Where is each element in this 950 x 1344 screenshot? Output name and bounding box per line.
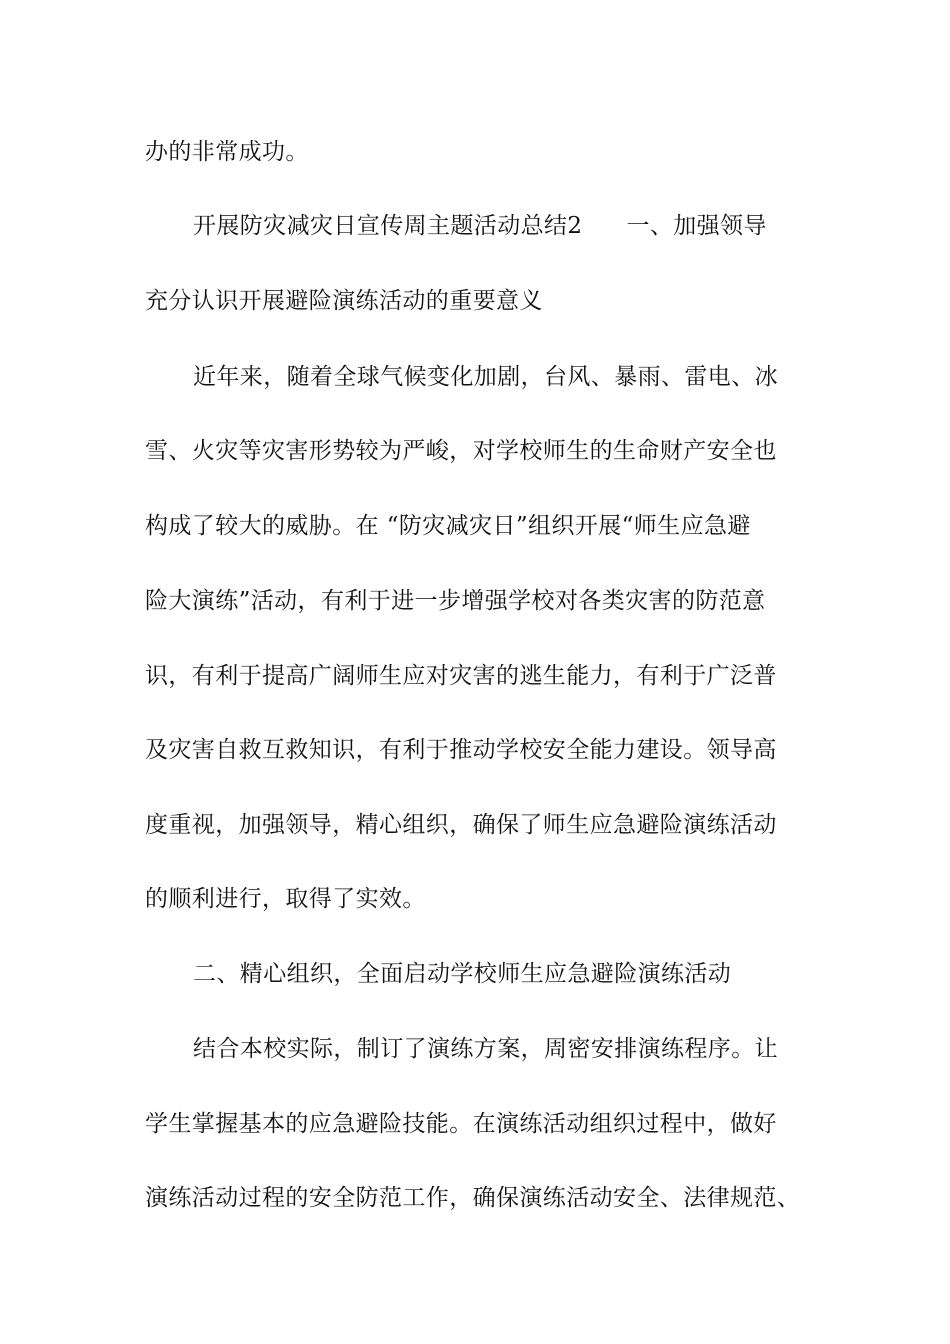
text-line: 识，有利于提高广阔师生应对灾害的逃生能力，有利于广泛普	[145, 663, 777, 689]
text-line: 雪、火灾等灾害形势较为严峻，对学校师生的生命财产安全也	[145, 438, 777, 464]
title-line	[193, 211, 767, 241]
text-line: 学生掌握基本的应急避险技能。在演练活动组织过程中，做好	[145, 1111, 777, 1137]
text-line: 及灾害自救互救知识，有利于推动学校安全能力建设。领导高	[145, 737, 777, 763]
article-title: 开展防灾减灾日宣传周主题活动总结2	[193, 213, 583, 239]
section-heading-2: 二、精心组织，全面启动学校师生应急避险演练活动	[193, 961, 732, 987]
text-line: 演练活动过程的安全防范工作，确保演练活动安全、法律规范、	[145, 1185, 801, 1211]
text-line: 充分认识开展避险演练活动的重要意义	[145, 288, 543, 314]
text-line: 度重视，加强领导，精心组织，确保了师生应急避险演练活动	[145, 812, 777, 838]
paragraph-start: 结合本校实际，制订了演练方案，周密安排演练程序。让	[193, 1036, 778, 1062]
text-line: 构成了较大的威胁。在 “防灾减灾日”组织开展“师生应急避	[145, 513, 751, 539]
section-heading-1: 一、加强领导	[626, 213, 767, 239]
text-line: 的顺利进行，取得了实效。	[145, 886, 426, 912]
text-line: 险大演练”活动，有利于进一步增强学校对各类灾害的防范意	[145, 588, 766, 614]
text-line: 办的非常成功。	[145, 139, 309, 165]
paragraph-start: 近年来，随着全球气候变化加剧，台风、暴雨、雷电、冰	[193, 364, 778, 390]
